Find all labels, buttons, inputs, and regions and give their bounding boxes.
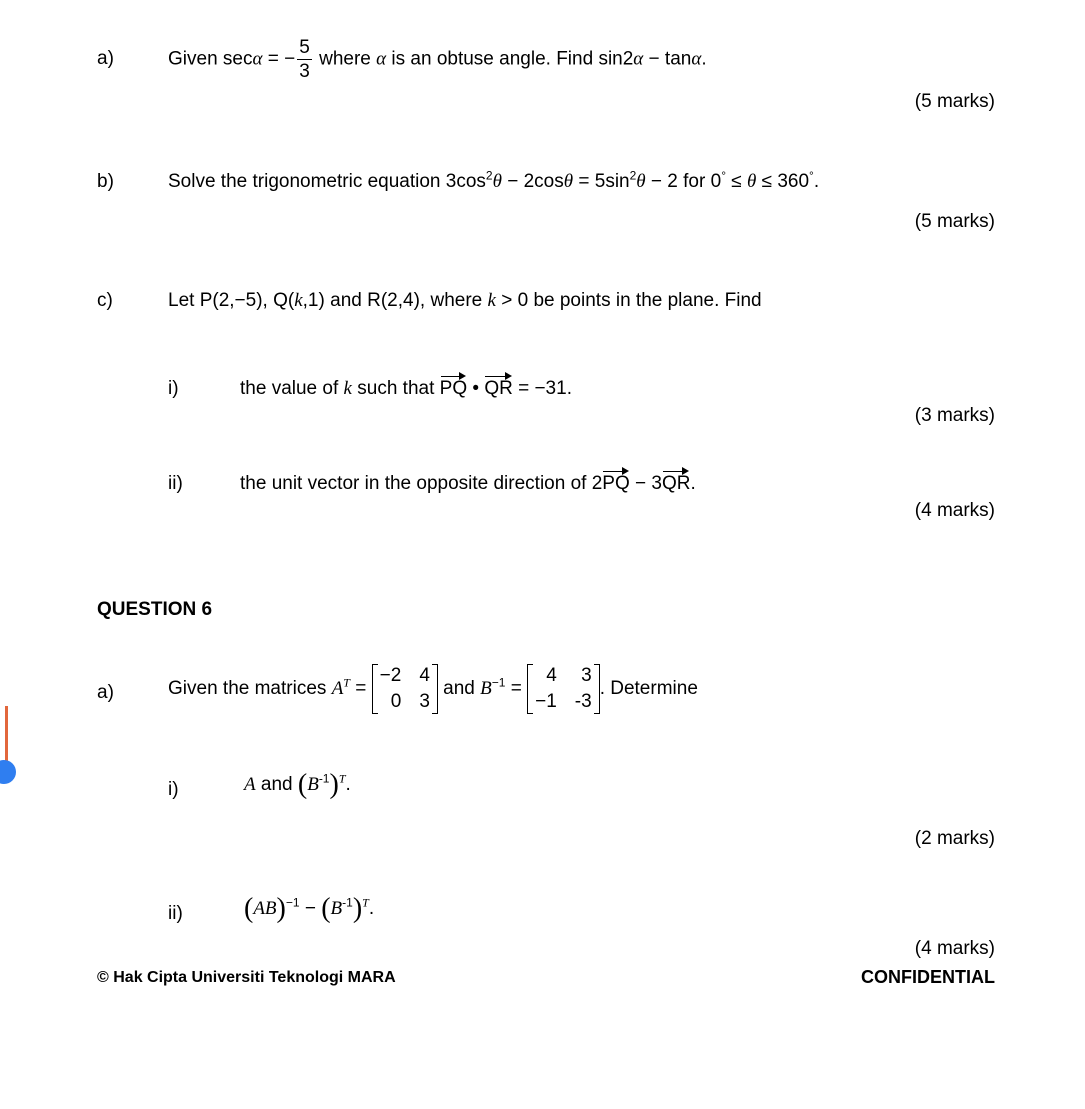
q5b-theta4: θ [747,171,757,192]
matrix-A-transpose [372,664,438,714]
matrix-Binv-cell: -3 [574,690,592,712]
q6aii-lparen: ( [244,893,254,924]
q6ai-question [244,769,351,801]
matrix-AT-cell: 4 [419,665,430,686]
q6aii-marks: (4 marks) [914,938,995,959]
q5ci-text-b: such that [357,378,435,399]
q6aii-AB: AB [253,898,277,920]
q5b-period: . [813,171,820,192]
q5a-numerator: 5 [299,37,310,58]
q6aii-inv: −1 [285,895,300,910]
q5b-3cos: 3cos [445,171,486,192]
matrix-Binv-cell: −1 [535,690,557,712]
footer-confidential: CONFIDENTIAL [861,967,995,987]
q5b-5sin: = 5sin [573,171,630,192]
q5a-alpha-2: α [376,48,387,70]
q5cii-minus3: − 3 [629,473,662,494]
q5b-le: ≤ [726,171,748,192]
q6a-B: B [480,677,492,699]
q5b-theta2: θ [563,171,574,192]
q5c-and: and [330,290,362,311]
q6aii-rparen2: ) [352,893,363,924]
q5b-sq2: 2 [629,168,637,183]
q5a-period: . [701,48,707,70]
q5b-le360: ≤ 360 [756,171,810,192]
q5b-text: Solve the trigonometric equation [168,171,441,192]
q5a-fraction [297,38,312,81]
q6a-text: Given the matrices [168,677,327,699]
q6aii-period: . [368,898,375,920]
q6ai-lparen: ( [297,769,308,800]
q6a-eq: = [349,677,372,699]
q5cii-question [240,467,696,495]
q5c-Q-close: ,1) [302,290,325,311]
q6aii-question [244,893,374,925]
q6aii-T: T [362,895,369,910]
matrix-AT-cell: −2 [379,665,402,686]
q5c-Q-open: Q( [273,290,295,311]
q5b-question [168,168,820,193]
q5c-rest: be points in the plane. Find [533,290,762,311]
q5a-alpha-3: α [633,48,644,70]
q5ci-dot: • [467,378,485,399]
q6a-A: A [331,677,344,699]
q5ci-k: k [343,378,352,399]
q5b-label: b) [97,171,114,192]
q5c-label: c) [97,290,113,311]
q5a-alpha: α [252,48,263,70]
q5a-tan: − tan [643,48,692,70]
q5cii-two: 2 [591,473,603,494]
q5b-for: for [683,171,706,192]
matrix-AT-cell: 3 [419,690,430,712]
q6a-label: a) [97,682,114,703]
q5cii-vec-QR: QR [662,467,691,495]
q5ci-vec-PQ: PQ [440,372,467,400]
q5a-sin2: sin2 [598,48,634,70]
q5cii-period: . [690,473,696,494]
q5ci-eq: = −31. [512,378,572,399]
q5a-eq: = − [267,48,296,70]
side-slider-handle[interactable] [0,760,16,784]
q5b-marks: (5 marks) [914,211,995,232]
q6ai-A: A [244,774,256,796]
q5cii-vec-PQ: PQ [602,467,629,495]
side-slider-track[interactable] [5,706,8,762]
q5a-sec: sec [222,48,253,70]
q5b-minus2: − 2 [645,171,678,192]
q6ai-rparen: ) [329,769,339,800]
q5c-where: where [430,290,483,311]
q6-heading: QUESTION 6 [97,599,213,620]
q5c-R: R(2,4), [367,290,426,311]
q5a-marks: (5 marks) [914,91,995,112]
q6ai-B: B [307,774,319,796]
q6aii-label: ii) [168,903,183,924]
q6a-B-inverse: −1 [491,675,506,690]
q5b-deg2: ° [809,168,814,183]
q5c-question [168,290,762,312]
q6a-A-transpose: T [343,675,350,690]
q5a-given-text: Given [168,48,218,70]
q5a-alpha-4: α [691,48,702,70]
q5b-theta3: θ [636,171,646,192]
q5b-sq1: 2 [485,168,493,183]
q5b-zero: 0 [710,171,722,192]
q6aii-B: B [330,898,343,920]
q6aii-inv2: -1 [342,895,353,910]
q5a-where-text: where [319,48,371,70]
q5a-label: a) [97,48,114,69]
q6a-eq2: = [505,677,528,699]
q6aii-lparen2: ( [321,893,331,924]
matrix-Binv-cell: 4 [546,665,557,686]
q5cii-marks: (4 marks) [914,500,995,521]
q6ai-label: i) [168,779,179,800]
matrix-B-inverse [527,664,600,714]
q5c-k: k [487,290,496,311]
q5c-let: Let [168,290,195,311]
footer-copyright: © Hak Cipta Universiti Teknologi MARA [97,969,396,986]
q5ci-marks: (3 marks) [914,405,995,426]
q5a-denominator: 3 [299,61,310,82]
q6ai-period: . [345,774,351,796]
q6a-determine: . Determine [599,677,698,699]
q5c-Q-k: k [294,290,303,311]
q5b-theta1: θ [492,171,502,192]
q5c-P: P(2,−5), [199,290,268,311]
q6aii-rparen: ) [276,893,286,924]
q6ai-inv: -1 [318,771,330,786]
q6a-and: and [443,677,475,699]
matrix-Binv-cell: 3 [581,665,592,686]
q5ci-text-a: the value of [240,378,339,399]
q5b-deg1: ° [721,168,727,183]
q5ci-question [240,372,572,400]
q5b-2cos: − 2cos [501,171,564,192]
q6ai-and: and [260,774,293,796]
matrix-AT-cell: 0 [390,690,402,712]
q6ai-marks: (2 marks) [914,828,995,849]
q6aii-minus: − [299,898,322,920]
q5a-rest-text: is an obtuse angle. Find [391,48,594,70]
q5c-gt0: > 0 [495,290,529,311]
q5ci-vec-QR: QR [484,372,513,400]
q5cii-label: ii) [168,473,183,494]
q6a-question [168,664,698,714]
q5a-question [168,38,707,81]
q5ci-label: i) [168,378,179,399]
q5cii-text: the unit vector in the opposite direction of [240,473,587,494]
q6ai-T: T [338,771,346,786]
